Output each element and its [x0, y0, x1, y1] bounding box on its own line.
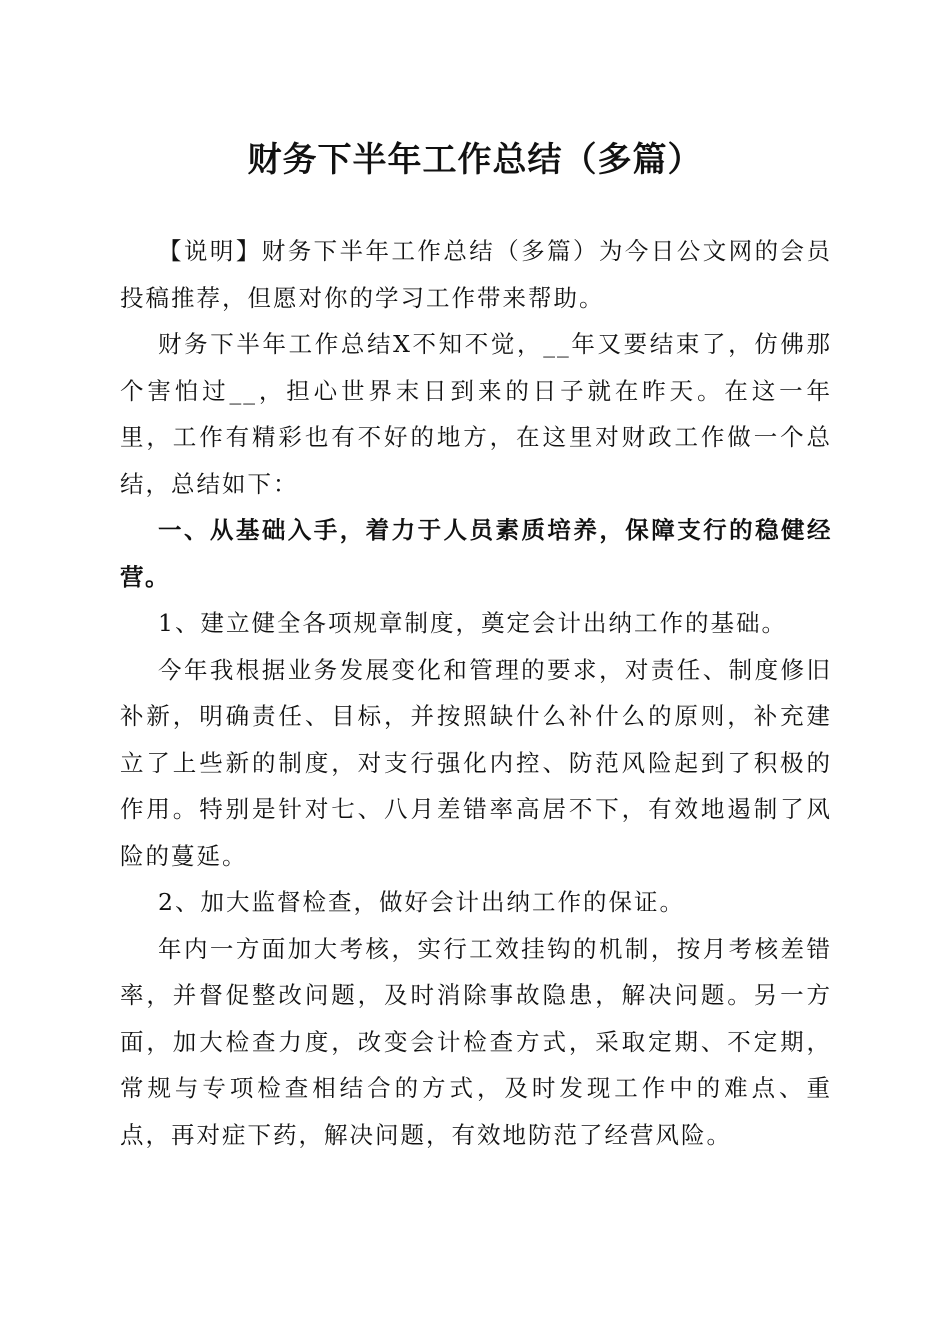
opening-paragraph: 财务下半年工作总结X不知不觉，__年又要结束了，仿佛那个害怕过__，担心世界末日到来的日子就在昨天。在这一年里，工作有精彩也有不好的地方，在这里对财政工作做一个总结，总结如下：: [120, 330, 832, 498]
document-title: 财务下半年工作总结（多篇）: [247, 140, 703, 180]
subsection-heading-1: 1、建立健全各项规章制度，奠定会计出纳工作的基础。: [158, 609, 787, 637]
intro-note-paragraph: 【说明】财务下半年工作总结（多篇）为今日公文网的会员投稿推荐，但愿对你的学习工作带来帮助。: [120, 237, 832, 312]
subsection-heading-2: 2、加大监督检查，做好会计出纳工作的保证。: [158, 888, 685, 916]
body-paragraph-1: 今年我根据业务发展变化和管理的要求，对责任、制度修旧补新，明确责任、目标，并按照缺什么补什么的原则，补充建立了上些新的制度，对支行强化内控、防范风险起到了积极的作用。特别是针对七、八月差错率高居不下，有效地遏制了风险的蔓延。: [120, 655, 832, 870]
section-heading-1: 一、从基础入手，着力于人员素质培养，保障支行的稳健经营。: [120, 516, 832, 591]
document-body: [120, 228, 832, 1158]
body-paragraph-2: 年内一方面加大考核，实行工效挂钩的机制，按月考核差错率，并督促整改问题，及时消除事故隐患，解决问题。另一方面，加大检查力度，改变会计检查方式，采取定期、不定期，常规与专项检查相结合的方式，及时发现工作中的难点、重点，再对症下药，解决问题，有效地防范了经营风险。: [120, 934, 832, 1149]
